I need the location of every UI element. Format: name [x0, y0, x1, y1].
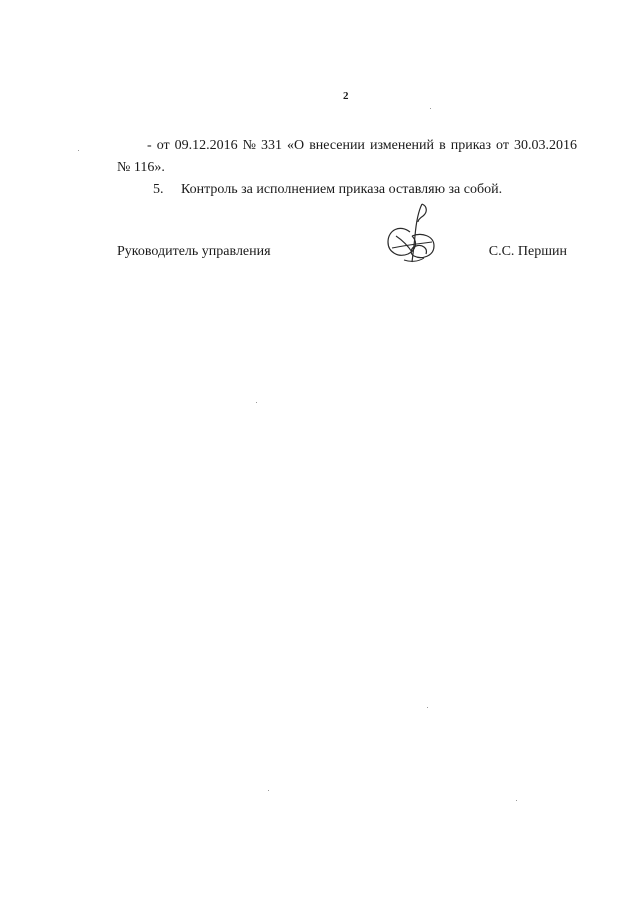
amendment-word: от: [496, 138, 509, 153]
scan-speck: [430, 108, 431, 109]
amendment-word: №: [242, 138, 257, 153]
amendment-word: «О: [287, 138, 305, 153]
scan-speck: [516, 800, 517, 801]
amendment-word: 09.12.2016: [174, 138, 238, 153]
signatory-name: С.С. Першин: [488, 244, 567, 259]
amendment-line-continuation: № 116».: [117, 160, 165, 175]
amendment-word: от: [156, 138, 170, 153]
scan-speck: [427, 707, 428, 708]
scan-speck: [268, 790, 269, 791]
paragraph-text: Контроль за исполнением приказа оставляю за собой.: [181, 182, 503, 197]
amendment-word: изменений: [369, 138, 435, 153]
amendment-word: 30.03.2016: [514, 138, 577, 153]
amendment-word: в: [439, 138, 446, 153]
amendment-word: приказ: [450, 138, 492, 153]
amendment-word: -: [147, 138, 152, 153]
scan-speck: [78, 150, 79, 151]
amendment-word: 331: [261, 138, 283, 153]
signature-row: [117, 242, 567, 262]
signatory-position: Руководитель управления: [117, 244, 271, 259]
scan-speck: [256, 402, 257, 403]
amendment-line: [147, 136, 577, 156]
paragraph-number: 5.: [153, 182, 164, 197]
paragraph-5: [153, 180, 502, 200]
handwritten-signature: [382, 202, 442, 266]
amendment-word: внесении: [309, 138, 365, 153]
page-number: 2: [343, 90, 349, 102]
